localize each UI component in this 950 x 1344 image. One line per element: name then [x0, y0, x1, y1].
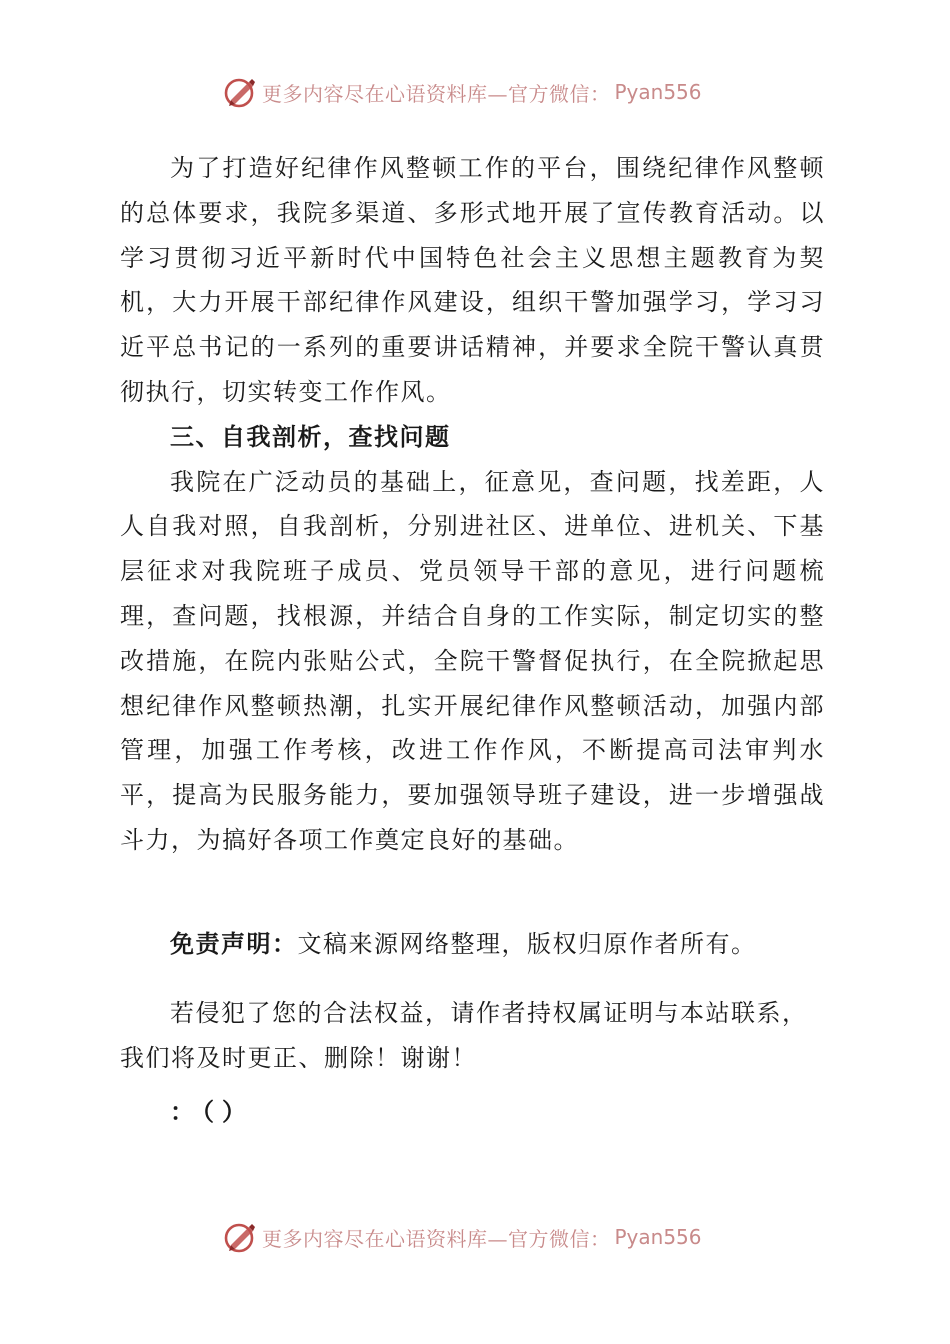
footer-banner	[222, 1217, 702, 1257]
paragraph-self-analysis: 我院在广泛动员的基础上，征意见，查问题，找差距，人人自我对照，自我剖析，分别进社区、进单位、进机关、下基层征求对我院班子成员、党员领导干部的意见，进行问题梳理，查问题，找根源，并结合自身的工作实际，制定切实的整改措施，在院内张贴公式，全院干警督促执行，在全院掀起思想纪律作风整顿热潮，扎实开展纪律作风整顿活动，加强内部管理，加强工作考核，改进工作作风，不断提高司法审判水平，提高为民服务能力，要加强领导班子建设，进一步增强战斗力，为搞好各项工作奠定良好的基础。	[120, 467, 825, 854]
document-body	[120, 146, 825, 863]
banner-text: 更多内容尽在心语资料库—官方微信：	[262, 81, 611, 106]
banner-text: 更多内容尽在心语资料库—官方微信：	[262, 1226, 611, 1251]
disclaimer-line-2: 若侵犯了您的合法权益，请作者持权属证明与本站联系，我们将及时更正、删除！谢谢！	[120, 998, 808, 1072]
banner-wechat-id: Pyan556	[614, 1225, 702, 1249]
pen-circle-logo-icon	[222, 1219, 258, 1255]
section-heading-3: 三、自我剖析，查找问题	[170, 421, 451, 451]
header-banner	[222, 72, 702, 112]
disclaimer-label: 免责声明：	[170, 930, 298, 958]
banner-wechat-id: Pyan556	[614, 80, 702, 104]
footer-mark: ：（）	[170, 1098, 254, 1126]
pen-circle-logo-icon	[222, 74, 258, 110]
paragraph-publicity: 为了打造好纪律作风整顿工作的平台，围绕纪律作风整顿的总体要求，我院多渠道、多形式地开展了宣传教育活动。以学习贯彻习近平新时代中国特色社会主义思想主题教育为契机，大力开展干部纪律作风建设，组织干警加强学习，学习习近平总书记的一系列的重要讲话精神，并要求全院干警认真贯彻执行，切实转变工作作风。	[120, 154, 825, 406]
disclaimer-text-1: 文稿来源网络整理，版权归原作者所有。	[297, 930, 757, 958]
disclaimer-line-1	[120, 922, 825, 967]
disclaimer-block	[120, 922, 825, 1080]
